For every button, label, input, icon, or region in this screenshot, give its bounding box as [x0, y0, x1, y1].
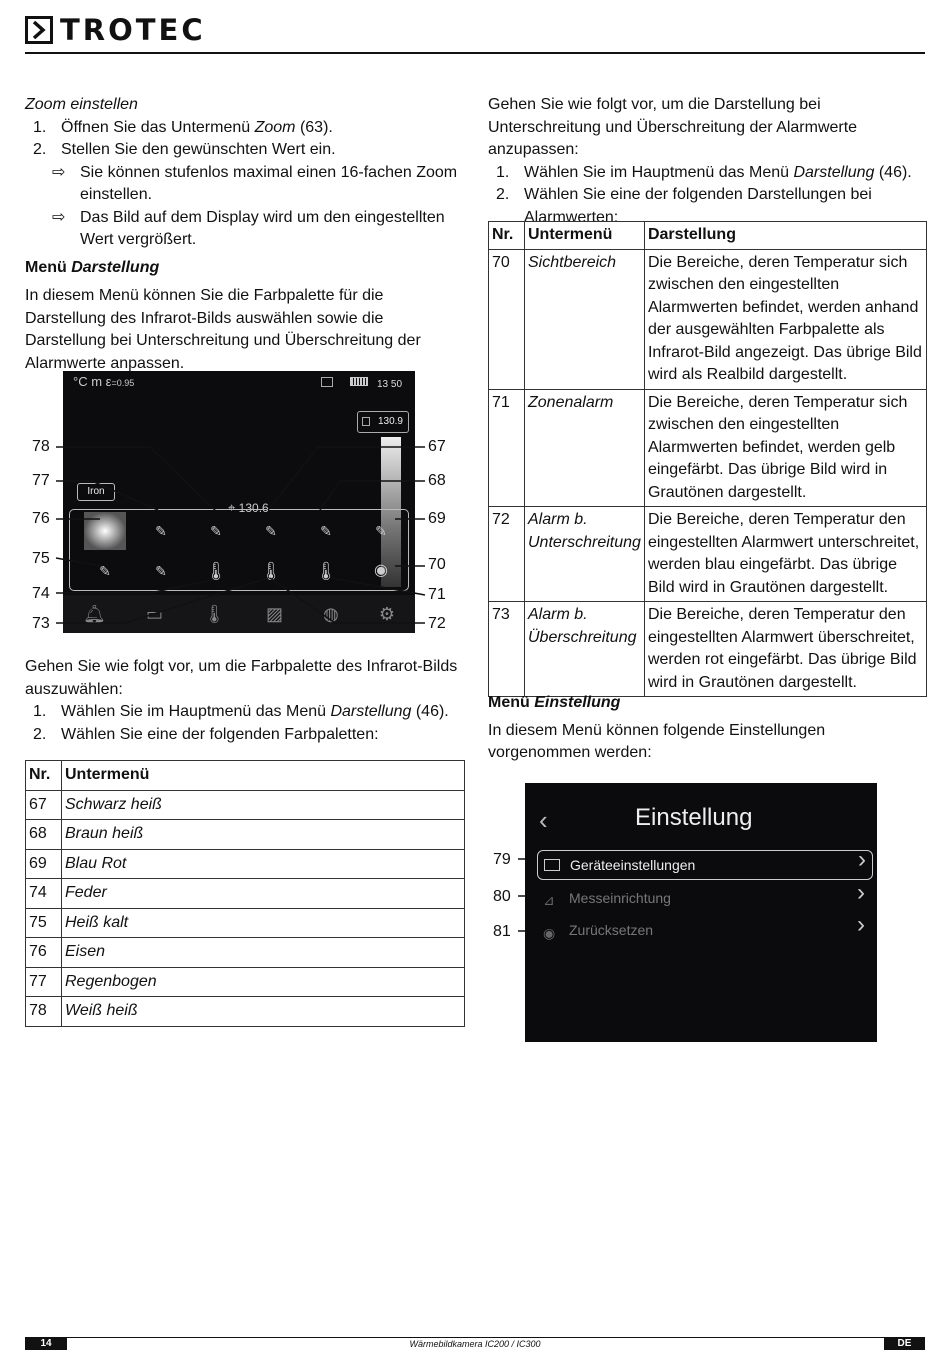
col-darstellung: Darstellung: [644, 222, 926, 250]
language-code: DE: [884, 1338, 925, 1350]
table-row: [26, 849, 465, 879]
cell-darstellung: Die Bereiche, deren Temperatur den eingestellten Alarmwert überschreitet, werden rot eingefärbt. Das übrige Bild wird in Grautönen dargestellt.: [644, 602, 926, 697]
crosshair-icon: ⌖: [228, 500, 236, 515]
chevron-right-icon: ›: [857, 879, 865, 906]
palette-weiss-heiss-icon[interactable]: ✎: [210, 523, 222, 539]
alarm-steps: [488, 162, 928, 230]
clock-time: 13 50: [377, 379, 403, 390]
page-number: 14: [25, 1338, 67, 1350]
chevron-right-icon: ›: [858, 846, 866, 873]
palette-feder-icon[interactable]: ✎: [155, 563, 167, 579]
step-number: 1.: [496, 163, 510, 181]
chevron-right-icon: ›: [857, 911, 865, 938]
callout-71: 71: [428, 586, 446, 603]
cell-nr: 74: [26, 879, 62, 909]
step-menu-name: Darstellung: [330, 703, 412, 720]
status-emissivity: =0.95: [111, 378, 135, 388]
table-row: [489, 602, 927, 697]
callout-75: 75: [32, 550, 50, 567]
step-menu-name: Zoom: [254, 118, 296, 136]
cell-untermenue: Schwarz heiß: [62, 790, 465, 820]
table-row: [26, 908, 465, 938]
cell-untermenue: Regenbogen: [62, 967, 465, 997]
footer-title: Wärmebildkamera IC200 / IC300: [409, 1339, 541, 1349]
zonenalarm-icon[interactable]: 🌡: [314, 561, 338, 581]
thermometer-icon[interactable]: 🌡︎: [203, 603, 226, 624]
table-row: [489, 389, 927, 507]
col-nr: Nr.: [26, 761, 62, 791]
status-units: °C m ε: [73, 374, 112, 389]
callout-67: 67: [428, 438, 446, 455]
callout-77: 77: [32, 472, 50, 489]
palette-intro: Gehen Sie wie folgt vor, um die Farbpalette des Infrarot-Bilds auszuwählen:: [25, 658, 458, 698]
zoom-heading: Zoom einstellen: [25, 96, 138, 113]
table-row: [26, 938, 465, 968]
cell-untermenue: Blau Rot: [62, 849, 465, 879]
step-text-end: (46).: [874, 163, 912, 181]
alarm-ueberschreitung-icon[interactable]: 🌡: [204, 561, 228, 581]
palette-heiss-kalt-icon[interactable]: ✎: [99, 563, 111, 579]
cell-nr: 71: [489, 389, 525, 507]
cell-nr: 76: [26, 938, 62, 968]
palette-name-badge: Iron: [77, 483, 115, 501]
cell-darstellung: Die Bereiche, deren Temperatur sich zwischen den eingestellten Alarmwerten befindet, werden anhand der ausgewählten Farbpalette als Infrarot-Bild angezeigt. Das übrige Bild wird als Realbild dargestellt.: [644, 249, 926, 389]
image-icon[interactable]: ▨: [265, 603, 283, 624]
step-number: 2.: [33, 725, 47, 743]
einstellung-section: [488, 692, 928, 765]
cell-darstellung: Die Bereiche, deren Temperatur den eingestellten Alarmwert unterschreitet, werden blau eingefärbt. Das übrige Bild wird in Grautönen dargestellt.: [644, 507, 926, 602]
step-text: Öffnen Sie das Untermenü: [61, 118, 255, 136]
table-row: [26, 967, 465, 997]
menu-item-label: Zurücksetzen: [569, 922, 654, 938]
cell-untermenue: Alarm b. Überschreitung: [525, 602, 645, 697]
bell-icon[interactable]: 🔔︎: [83, 603, 106, 624]
device-icon: [544, 859, 560, 871]
table-row: [26, 879, 465, 909]
palette-blau-rot-icon[interactable]: ✎: [375, 523, 387, 539]
callout-68: 68: [428, 472, 446, 489]
palette-steps: [25, 701, 465, 746]
menu-item-label: Messeinrichtung: [569, 890, 671, 906]
callout-74: 74: [32, 585, 50, 602]
callout-80: 80: [493, 888, 511, 905]
callout-72: 72: [428, 615, 446, 632]
back-arrow-icon[interactable]: ‹: [539, 805, 548, 835]
callout-69: 69: [428, 510, 446, 527]
step-text: Wählen Sie im Hauptmenü das Menü: [524, 163, 794, 181]
menu-item-zuruecksetzen[interactable]: [537, 911, 873, 946]
cell-untermenue: Weiß heiß: [62, 997, 465, 1027]
menu-item-label: Geräteeinstellungen: [570, 857, 696, 873]
reset-icon: ◉: [543, 925, 556, 941]
max-temp-value: 130.9: [377, 416, 403, 427]
result-text: Sie können stufenlos maximal einen 16-fachen Zoom einstellen.: [80, 163, 458, 203]
col-untermenue: Untermenü: [525, 222, 645, 250]
step-text: Wählen Sie eine der folgenden Darstellungen bei Alarmwerten:: [524, 186, 872, 226]
cell-nr: 68: [26, 820, 62, 850]
measure-icon: ⊿: [543, 892, 555, 908]
step-number: 1.: [33, 118, 47, 136]
cell-untermenue: Eisen: [62, 938, 465, 968]
callout-73: 73: [32, 615, 50, 632]
palette-table: [25, 760, 465, 1027]
col-nr: Nr.: [489, 222, 525, 250]
palette-regenbogen-icon[interactable]: ✎: [155, 523, 167, 539]
cell-nr: 70: [489, 249, 525, 389]
callout-81: 81: [493, 923, 511, 940]
callout-79: 79: [493, 851, 511, 868]
gear-icon[interactable]: ⚙: [378, 603, 395, 624]
cell-untermenue: Alarm b. Unterschreitung: [525, 507, 645, 602]
cell-nr: 69: [26, 849, 62, 879]
table-row: [26, 997, 465, 1027]
step-text: Wählen Sie eine der folgenden Farbpaletten:: [61, 725, 379, 743]
darstellung-heading: Menü Darstellung: [25, 258, 160, 276]
col-untermenue: Untermenü: [62, 761, 465, 791]
step-text: Wählen Sie im Hauptmenü das Menü: [61, 703, 331, 720]
result-arrow-icon: ⇨: [52, 208, 66, 226]
palette-braun-heiss-icon[interactable]: ✎: [320, 523, 332, 539]
cell-untermenue: Heiß kalt: [62, 908, 465, 938]
result-arrow-icon: ⇨: [52, 163, 66, 181]
monitor-icon[interactable]: ▭: [145, 603, 163, 624]
cell-untermenue: Sichtbereich: [525, 249, 645, 389]
step-text-end: (46).: [411, 703, 449, 720]
menu-item-geraeteeinstellungen[interactable]: [537, 846, 873, 880]
cell-nr: 75: [26, 908, 62, 938]
result-text: Das Bild auf dem Display wird um den eingestellten Wert vergrößert.: [80, 208, 445, 248]
cell-untermenue: Feder: [62, 879, 465, 909]
callout-78: 78: [32, 438, 50, 455]
cell-nr: 73: [489, 602, 525, 697]
callout-70: 70: [428, 556, 446, 573]
alarm-unterschreitung-icon[interactable]: 🌡: [259, 561, 283, 581]
step-text-end: (63).: [295, 118, 333, 136]
alarm-section: [488, 94, 928, 229]
einstellung-screenshot: [525, 783, 877, 1042]
table-row: [26, 790, 465, 820]
step-menu-name: Darstellung: [793, 163, 875, 181]
einstellung-heading: Menü Einstellung: [488, 694, 621, 711]
darstellung-intro: In diesem Menü können Sie die Farbpalette für die Darstellung des Infrarot-Bilds auswählen sowie die Darstellung bei Unterschreitung und Überschreitung der Alarmwerte anpassen.: [25, 287, 421, 372]
cell-nr: 77: [26, 967, 62, 997]
palette-icon[interactable]: ◍: [323, 603, 339, 624]
table-row: [26, 820, 465, 850]
crosshair-readout: ⌖ 130.6: [228, 500, 269, 515]
alarm-intro: Gehen Sie wie folgt vor, um die Darstellung bei Unterschreitung und Überschreitung der Alarmwerte anzupassen:: [488, 96, 858, 158]
einstellung-intro: In diesem Menü können folgende Einstellungen vorgenommen werden:: [488, 721, 826, 761]
cell-nr: 78: [26, 997, 62, 1027]
screen-title: Einstellung: [635, 804, 753, 831]
callout-76: 76: [32, 510, 50, 527]
step-item: [25, 724, 465, 747]
cell-nr: 67: [26, 790, 62, 820]
step-text: Stellen Sie den gewünschten Wert ein.: [61, 141, 336, 158]
table-row: [489, 249, 927, 389]
table-row: [489, 507, 927, 602]
step-number: 1.: [33, 703, 47, 720]
cell-nr: 72: [489, 507, 525, 602]
step-number: 2.: [496, 186, 510, 203]
cell-untermenue: Zonenalarm: [525, 389, 645, 507]
menu-item-messeinrichtung[interactable]: [537, 879, 873, 913]
brand-logo: TROTEC: [60, 13, 206, 47]
step-item: [488, 162, 928, 185]
sichtbereich-eye-icon[interactable]: ◉: [374, 562, 388, 579]
step-number: 2.: [33, 141, 47, 158]
cell-darstellung: Die Bereiche, deren Temperatur sich zwischen den eingestellten Alarmwerten befindet, werden gelb eingefärbt. Das übrige Bild wird in Grautönen dargestellt.: [644, 389, 926, 507]
cell-untermenue: Braun heiß: [62, 820, 465, 850]
palette-schwarz-heiss-icon[interactable]: ✎: [265, 523, 277, 539]
alarm-table: [488, 221, 927, 697]
step-item: [25, 701, 465, 724]
palette-section: [25, 656, 465, 746]
